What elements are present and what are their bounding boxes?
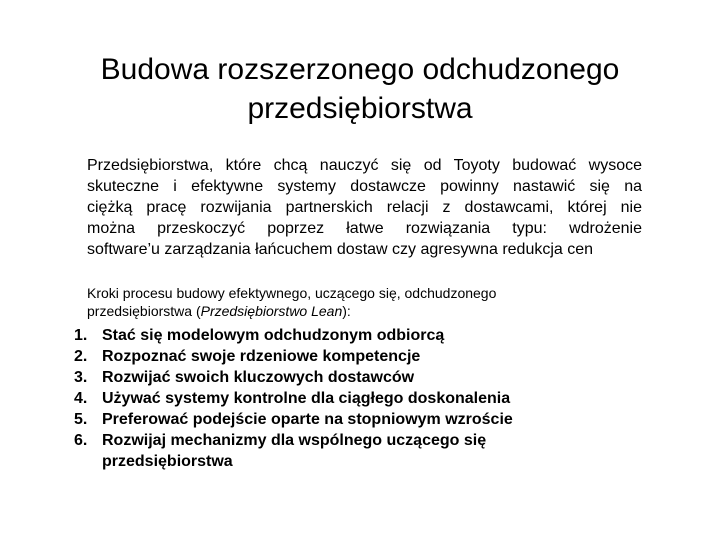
step-line: Stać się modelowym odchudzonym odbiorcą xyxy=(102,327,445,344)
steps-intro-line xyxy=(87,302,647,320)
title-line: Budowa rozszerzonego odchudzonego xyxy=(100,53,620,87)
step-item xyxy=(74,409,634,430)
step-item xyxy=(74,367,634,388)
step-text xyxy=(102,325,444,346)
intro-line: Przedsiębiorstwa, które chcą nauczyć się od Toyoty budować wysoce xyxy=(87,157,642,174)
step-number: 6. xyxy=(74,432,88,449)
step-text xyxy=(102,346,420,367)
step-text xyxy=(102,409,513,430)
slide-title xyxy=(40,50,680,128)
step-item xyxy=(74,346,634,367)
step-item xyxy=(74,388,634,409)
step-text xyxy=(102,367,414,388)
step-item xyxy=(74,430,634,472)
intro-line: ciężką pracę rozwijania partnerskich relacji z dostawcami, której nie xyxy=(87,199,642,216)
step-number: 3. xyxy=(74,369,88,386)
step-text xyxy=(102,430,486,472)
step-line: Preferować podejście oparte na stopniowym wzroście xyxy=(102,411,513,428)
steps-intro-text: przedsiębiorstwa ( xyxy=(87,303,201,319)
steps-intro-text: ): xyxy=(342,303,351,319)
intro-line: software’u zarządzania łańcuchem dostaw czy agresywna redukcja cen xyxy=(87,241,594,258)
step-number: 4. xyxy=(74,390,88,407)
intro-paragraph xyxy=(87,155,642,260)
steps-list xyxy=(74,325,634,472)
step-line: przedsiębiorstwa xyxy=(102,453,233,470)
steps-intro xyxy=(87,284,647,320)
step-item xyxy=(74,325,634,346)
step-number: 1. xyxy=(74,327,88,344)
intro-line: skuteczne i efektywne systemy dostawcze powinny nastawić się na xyxy=(87,178,642,195)
step-line: Rozwijaj mechanizmy dla wspólnego uczącego się xyxy=(102,432,487,449)
step-number: 2. xyxy=(74,348,88,365)
step-number: 5. xyxy=(74,411,88,428)
step-line: Używać systemy kontrolne dla ciągłego doskonalenia xyxy=(102,390,511,407)
steps-intro-line: Kroki procesu budowy efektywnego, uczącego się, odchudzonego xyxy=(87,285,497,301)
intro-line: można przeskoczyć poprzez łatwe rozwiązania typu: wdrożenie xyxy=(87,220,642,237)
step-line: Rozpoznać swoje rdzeniowe kompetencje xyxy=(102,348,421,365)
step-text xyxy=(102,388,510,409)
step-line: Rozwijać swoich kluczowych dostawców xyxy=(102,369,415,386)
title-line: przedsiębiorstwa xyxy=(247,92,473,126)
steps-intro-italic-term: Przedsiębiorstwo Lean xyxy=(200,303,343,319)
